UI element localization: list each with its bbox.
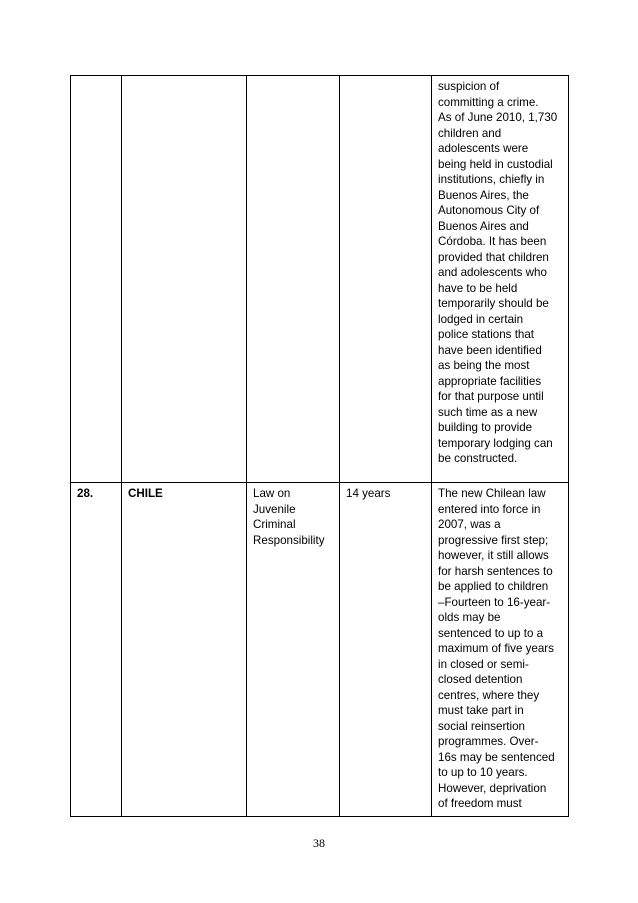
table-cell-number: 28. bbox=[71, 483, 122, 817]
comment-line: centres, where they bbox=[438, 688, 540, 702]
table-cell-comment bbox=[432, 483, 569, 817]
comment-line: police stations that bbox=[438, 328, 535, 341]
comment-line: Autonomous City of bbox=[438, 204, 540, 217]
comment-line: and adolescents who bbox=[438, 266, 547, 279]
comment-line: –Fourteen to 16-year- bbox=[438, 595, 551, 609]
comment-line: progressive first step; bbox=[438, 533, 549, 547]
page-number: 38 bbox=[313, 836, 325, 850]
juvenile-justice-table bbox=[70, 75, 569, 817]
table-cell-number bbox=[71, 76, 122, 483]
comment-line: of freedom must bbox=[438, 797, 522, 810]
comment-line: institutions, chiefly in bbox=[438, 173, 545, 186]
comment-line: for that purpose until bbox=[438, 390, 544, 403]
table-cell-age bbox=[340, 76, 432, 483]
comment-line: temporary lodging can bbox=[438, 436, 553, 450]
comment-line: such time as a new bbox=[438, 405, 538, 419]
comment-line: to up to 10 years. bbox=[438, 766, 528, 779]
comment-line: social reinsertion bbox=[438, 719, 525, 733]
comment-line: provided that children bbox=[438, 250, 549, 264]
comment-line: sentenced to up to a bbox=[438, 626, 544, 640]
comment-line: The new Chilean law bbox=[438, 487, 546, 500]
table-cell-country: CHILE bbox=[122, 483, 247, 817]
comment-line: suspicion of bbox=[438, 80, 500, 93]
comment-line: must take part in bbox=[438, 704, 524, 717]
law-line: Responsibility bbox=[253, 533, 325, 547]
table-cell-comment bbox=[432, 76, 569, 483]
table-row bbox=[71, 76, 569, 483]
comment-line: children and bbox=[438, 126, 502, 140]
law-line: Law on Juvenile bbox=[253, 487, 296, 516]
comment-line: being held in custodial bbox=[438, 157, 553, 171]
comment-line: have been identified bbox=[438, 343, 542, 357]
comment-line: in closed or semi- bbox=[438, 657, 529, 671]
comment-line: Buenos Aires and bbox=[438, 219, 529, 233]
law-line: Criminal bbox=[253, 518, 296, 531]
table-cell-law bbox=[247, 76, 340, 483]
comment-line: Buenos Aires, the bbox=[438, 188, 529, 202]
table-cell-country bbox=[122, 76, 247, 483]
comment-line: 16s may be sentenced bbox=[438, 750, 555, 764]
comment-line: Córdoba. It has been bbox=[438, 235, 547, 248]
comment-line: programmes. Over- bbox=[438, 735, 539, 748]
comment-line: olds may be bbox=[438, 611, 501, 624]
comment-line: temporarily should be bbox=[438, 297, 549, 310]
comment-line: maximum of five years bbox=[438, 642, 554, 655]
table-row bbox=[71, 483, 569, 817]
comment-line: entered into force in bbox=[438, 502, 541, 516]
table-cell-age: 14 years bbox=[340, 483, 432, 817]
table-cell-law bbox=[247, 483, 340, 817]
comment-line: appropriate facilities bbox=[438, 374, 542, 388]
comment-line: be constructed. bbox=[438, 452, 518, 465]
comment-line: adolescents were bbox=[438, 142, 529, 155]
comment-line: be applied to children bbox=[438, 580, 549, 593]
comment-line: however, it still allows bbox=[438, 549, 549, 562]
comment-line: 2007, was a bbox=[438, 518, 501, 531]
comment-line: for harsh sentences to bbox=[438, 564, 553, 578]
comment-line: as being the most bbox=[438, 359, 530, 372]
comment-line: have to be held bbox=[438, 281, 518, 295]
comment-line: building to provide bbox=[438, 421, 533, 434]
comment-line: committing a crime. bbox=[438, 95, 539, 109]
comment-line: closed detention bbox=[438, 673, 523, 686]
comment-line: However, deprivation bbox=[438, 781, 547, 795]
comment-line: As of June 2010, 1,730 bbox=[438, 111, 558, 124]
comment-line: lodged in certain bbox=[438, 312, 524, 326]
